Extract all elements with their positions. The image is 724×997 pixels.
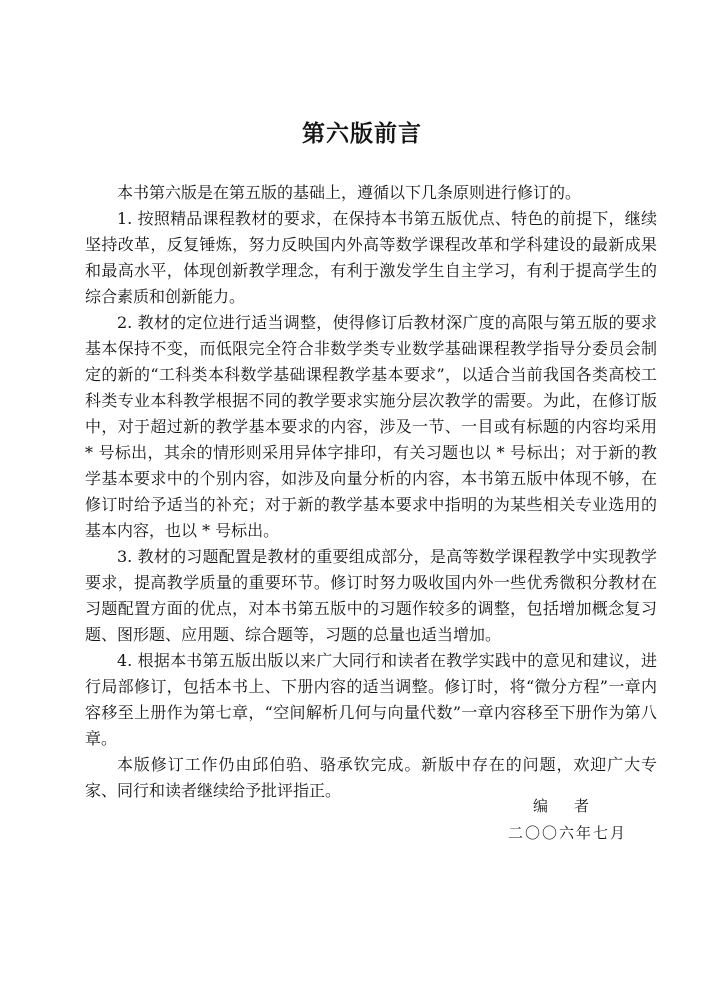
page-title: 第六版前言 [302, 121, 422, 147]
intro-paragraph: 本书第六版是在第五版的基础上，遵循以下几条原则进行修订的。 [117, 183, 582, 202]
principle-4-paragraph: 4. 根据本书第五版出版以来广大同行和读者在教学实践中的意见和建议，进行局部修订，包括本书上、下册内容的适当调整。修订时，将“微分方程”一章内容移至上册作为第七章，“空间解析几何与向量代数”一章内容移至下册作为第八章。 [85, 651, 657, 748]
principle-2-paragraph: 2. 教材的定位进行适当调整，使得修订后教材深广度的高限与第五版的要求基本保持不变，而低限完全符合非数学类专业数学基础课程教学指导分委员会制定的新的“工科类本科数学基础课程教学基本要求”，以适合当前我国各类高校工科类专业本科教学根据不同的教学要求实施分层次教学的需要。为此，在修订版中，对于超过新的教学基本要求的内容，涉及一节、一目或有标题的内容均采用 * 号标出，其余的情形则采用异体字排印，有关习题也以 * 号标出；对于新的教学基本要求中的个别内容，如涉及向量分析的内容，本书第五版中体现不够，在修订时给予适当的补充；对于新的教学基本要求中指明的为某些相关专业选用的基本内容，也以 * 号标出。 [85, 313, 657, 540]
preface-body [85, 180, 657, 804]
principle-1-paragraph: 1. 按照精品课程教材的要求，在保持本书第五版优点、特色的前提下，继续坚持改革，反复锤炼，努力反映国内外高等数学课程改革和学科建设的最新成果和最高水平，体现创新教学理念，有利于激发学生自主学习，有利于提高学生的综合素质和创新能力。 [85, 209, 657, 306]
editor-signature: 编者 [533, 797, 616, 815]
principle-3-paragraph: 3. 教材的习题配置是教材的重要组成部分，是高等数学课程教学中实现教学要求，提高教学质量的重要环节。修订时努力吸收国内外一些优秀微积分教材在习题配置方面的优点，对本书第五版中的习题作较多的调整，包括增加概念复习题、图形题、应用题、综合题等，习题的总量也适当增加。 [85, 547, 657, 644]
closing-paragraph: 本版修订工作仍由邱伯驺、骆承钦完成。新版中存在的问题，欢迎广大专家、同行和读者继续给予批评指正。 [85, 755, 657, 800]
signature-date: 二〇〇六年七月 [508, 824, 628, 842]
